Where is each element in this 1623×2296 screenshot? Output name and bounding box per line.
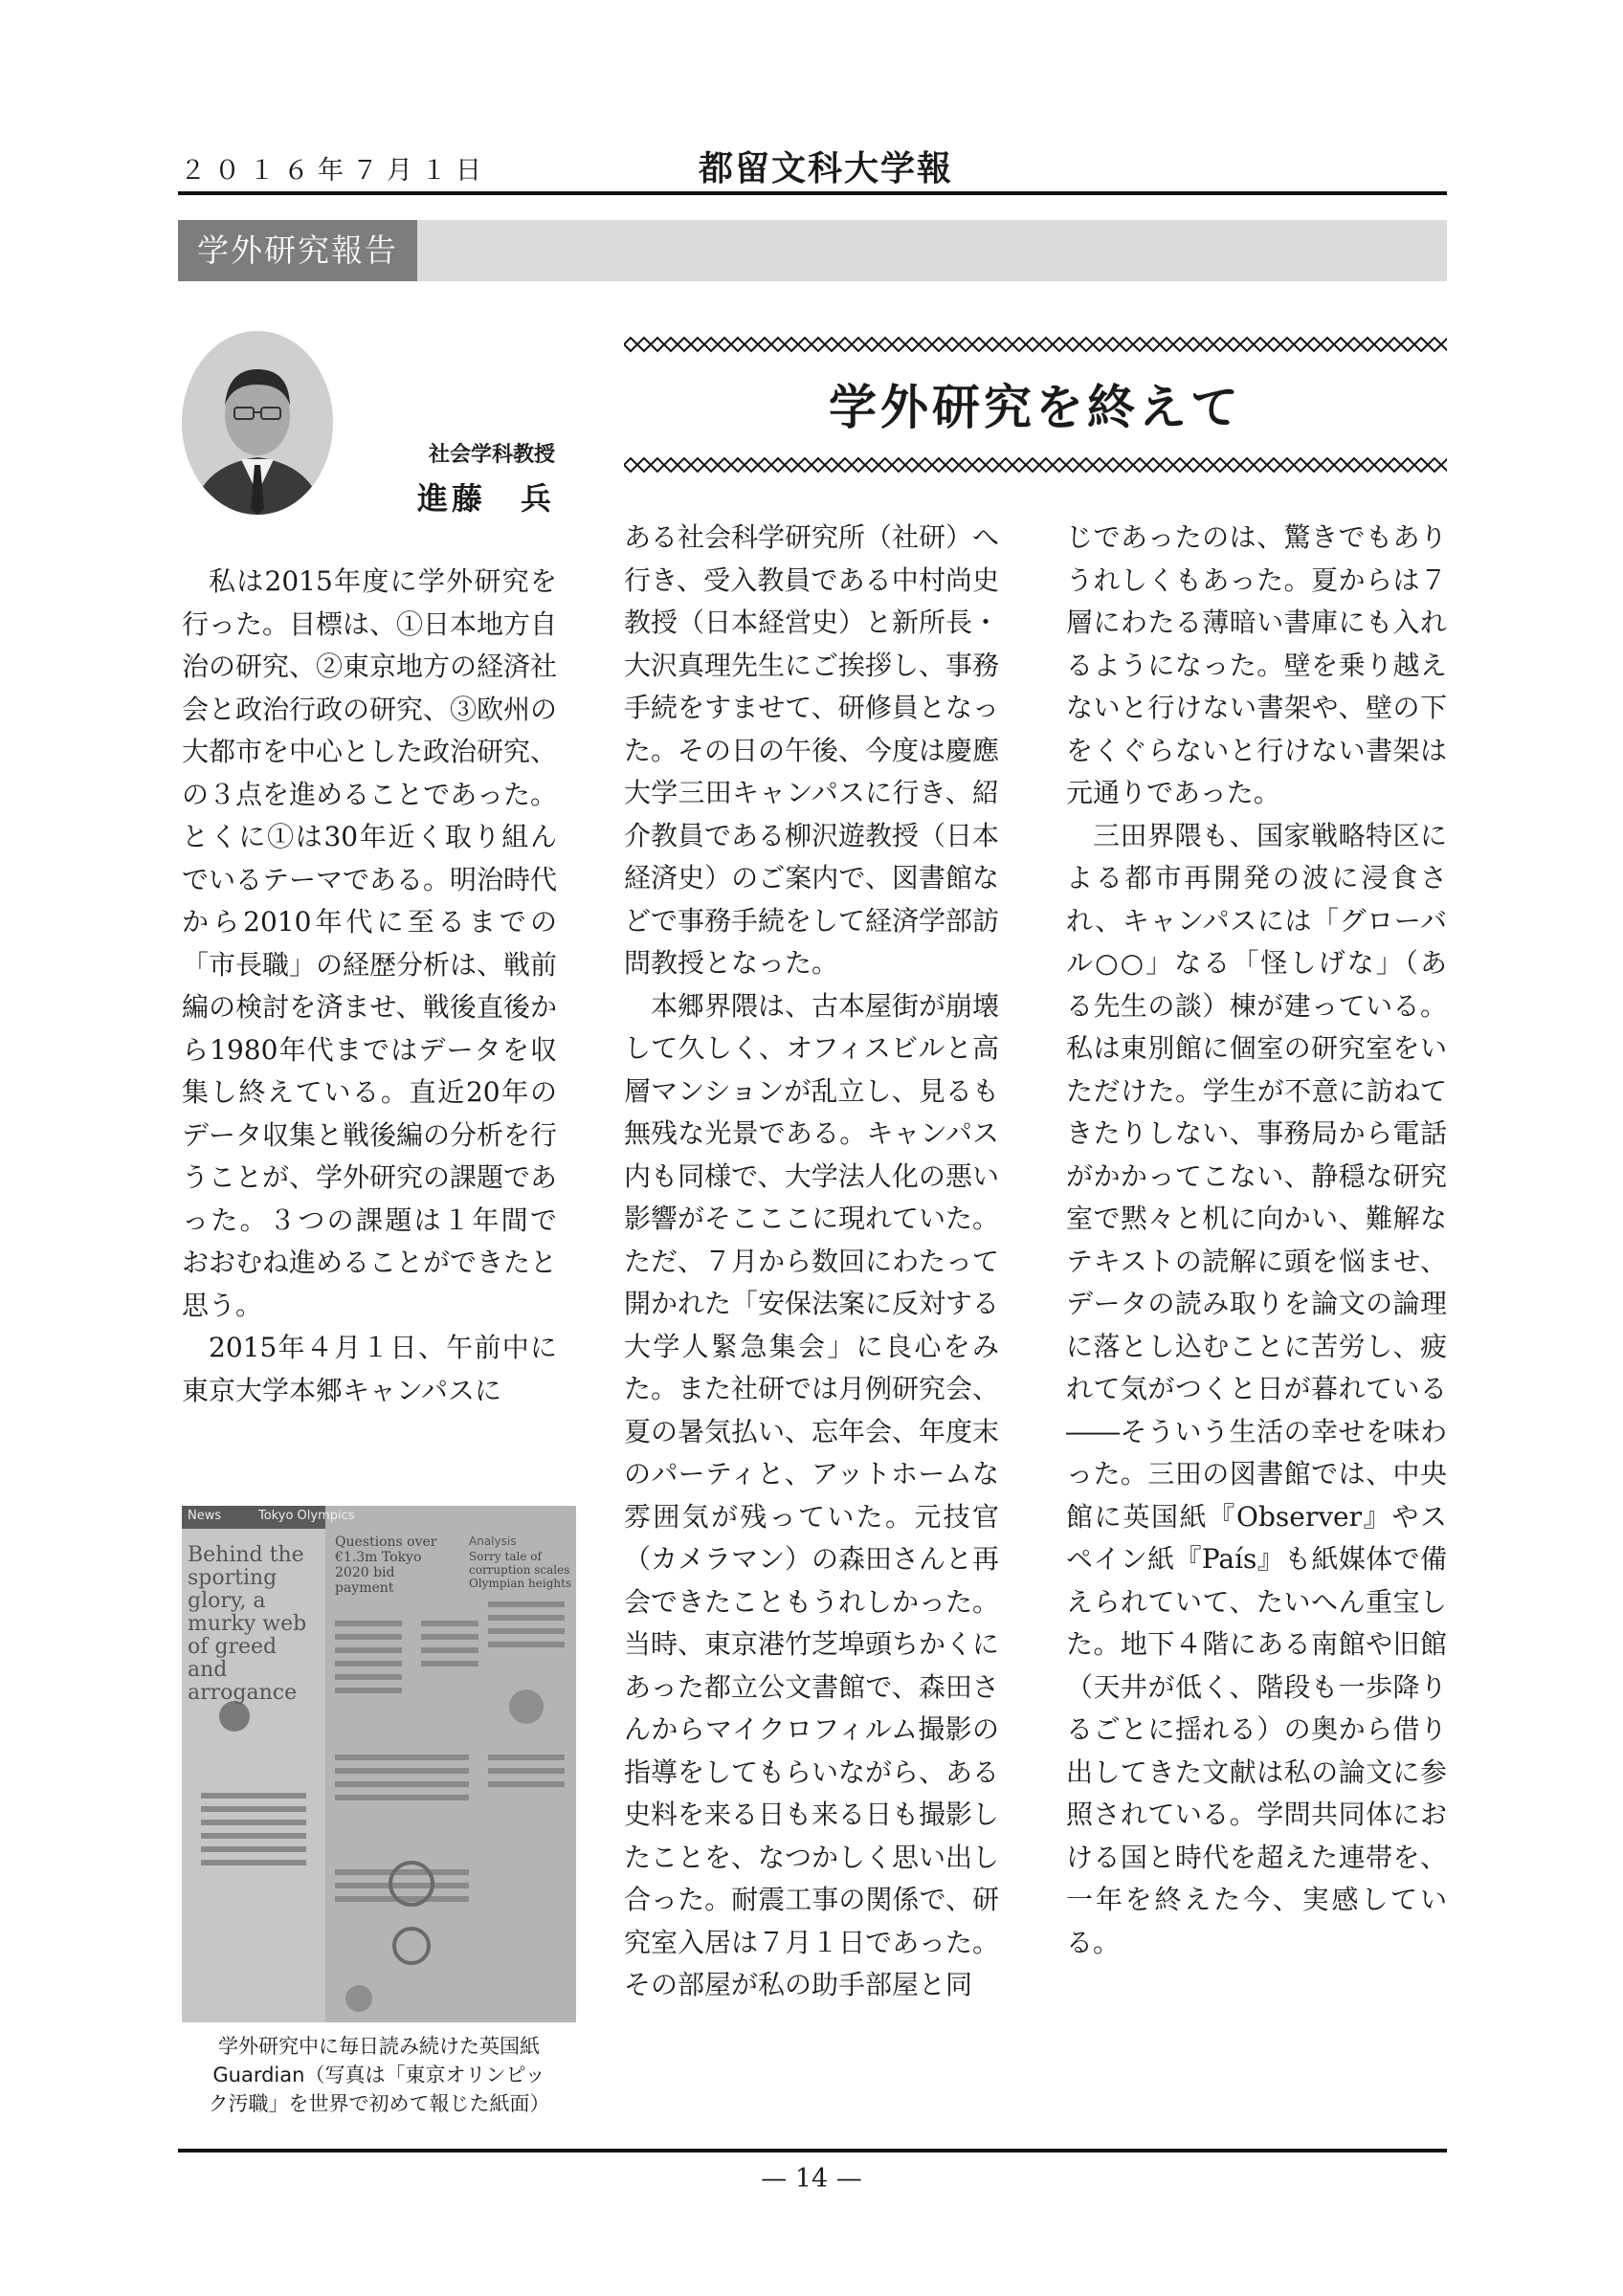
caption-line: ク汚職」を世界で初めて報じた紙面） (208, 2092, 550, 2115)
section-label: 学外研究報告 (178, 220, 417, 281)
author-name: 進藤 兵 (416, 480, 555, 517)
photo-headline-mid: Questions over €1.3m Tokyo 2020 bid payment (335, 1534, 437, 1596)
author-portrait (182, 331, 333, 515)
body-column-3 (1066, 517, 1447, 1964)
zigzag-ornament-bottom (624, 453, 1447, 476)
header-rule (178, 191, 1447, 195)
paragraph: じであったのは、驚きでもありうれしくもあった。夏からは７層にわたる薄暗い書庫にも入れるようになった。壁を乗り越えないと行けない書架や、壁の下をくぐらないと行けない書架は元通りであった。 (1066, 521, 1447, 808)
author-role: 社会学科教授 (428, 443, 555, 467)
caption-line: Guardian（写真は「東京オリンピッ (212, 2064, 545, 2086)
guardian-photo (182, 1506, 576, 2022)
photo-newspaper-topic: Tokyo Olympics (258, 1509, 355, 1523)
paragraph: ある社会科学研究所（社研）へ行き、受入教員である中村尚史教授（日本経営史）と新所長・大沢真理先生にご挨拶し、事務手続をすませて、研修員となった。その日の午後、今度は慶應大学三田キャンパスに行き、紹介教員である柳沢遊教授（日本経済史）のご案内で、図書館などで事務手続をして経済学部訪問教授となった。 (624, 521, 1000, 979)
paragraph: 2015年４月１日、午前中に東京大学本郷キャンパスに (182, 1332, 557, 1406)
article-title: 学外研究を終えて (829, 380, 1242, 435)
paragraph: 私は2015年度に学外研究を行った。目標は、①日本地方自治の研究、②東京地方の経済社会と政治行政の研究、③欧州の大都市を中心とした政治研究、の３点を進めることであった。とくに①は30年近く取り組んでいるテーマである。明治時代から2010年代に至るまでの「市長職」の経歴分析は、戦前編の検討を済ませ、戦後直後から1980年代まではデータを収集し終えている。直近20年のデータ収集と戦後編の分析を行うことが、学外研究の課題であった。３つの課題は１年間でおおむね進めることができたと思う。 (182, 565, 558, 1321)
paragraph: 本郷界隈は、古本屋街が崩壊して久しく、オフィスビルと高層マンションが乱立し、見るも無残な光景である。キャンパス内も同様で、大学法人化の悪い影響がそこここに現れていた。ただ、７月から数回にわたって開かれた「安保法案に反対する大学人緊急集会」に良心をみた。また社研では月例研究会、夏の暑気払い、忘年会、年度末のパーティと、アットホームな雰囲気が残っていた。元技官（カメラマン）の森田さんと再会できたこともうれしかった。当時、東京港竹芝埠頭ちかくにあった都立公文書館で、森田さんからマイクロフィルム撮影の指導をしてもらいながら、ある史料を来る日も来る日も撮影したことを、なつかしく思い出し合った。耐震工事の関係で、研究室入居は７月１日であった。その部屋が私の助手部屋と同 (624, 989, 1000, 2000)
newspaper-title: 都留文科大学報 (699, 148, 954, 188)
body-column-2 (624, 517, 999, 2007)
photo-newspaper-section: News (188, 1509, 222, 1523)
paragraph: 三田界隈も、国家戦略特区による都市再開発の波に浸食され、キャンパスには「グローバル○○」なる「怪しげな」（ある先生の談）棟が建っている。私は東別館に個室の研究室をいただけた。学生が不意に訪ねてきたりしない、事務局から電話がかかってこない、静穏な研究室で黙々と机に向かい、難解なテキストの読解に頭を悩ませ、データの読み取りを論文の論理に落とし込むことに苦労し、疲れて気がつくと日が暮れている――そういう生活の幸せを味わった。三田の図書館では、中央館に英国紙『Observer』やスペイン紙『País』も紙媒体で備えられていて、たいへん重宝した。地下４階にある南館や旧館（天井が低く、階段も一歩降りるごとに揺れる）の奥から借り出してきた文献は私の論文に参照されている。学問共同体における国と時代を超えた連帯を、一年を終えた今、実感している。 (1066, 819, 1447, 1958)
photo-headline-right: Sorry tale of corruption scales Olympian heights (469, 1550, 572, 1590)
issue-date: ２０１６年７月１日 (180, 156, 490, 186)
caption-line: 学外研究中に毎日読み続けた英国紙 (218, 2035, 540, 2058)
photo-caption (182, 2032, 576, 2118)
photo-headline-right-kicker: Analysis (469, 1534, 517, 1548)
photo-headline-left: Behind the sporting glory, a murky web of greed and arrogance (188, 1543, 307, 1705)
zigzag-ornament-top (624, 333, 1447, 356)
page-number: — 14 — (761, 2164, 862, 2194)
body-column-1 (182, 561, 557, 1412)
